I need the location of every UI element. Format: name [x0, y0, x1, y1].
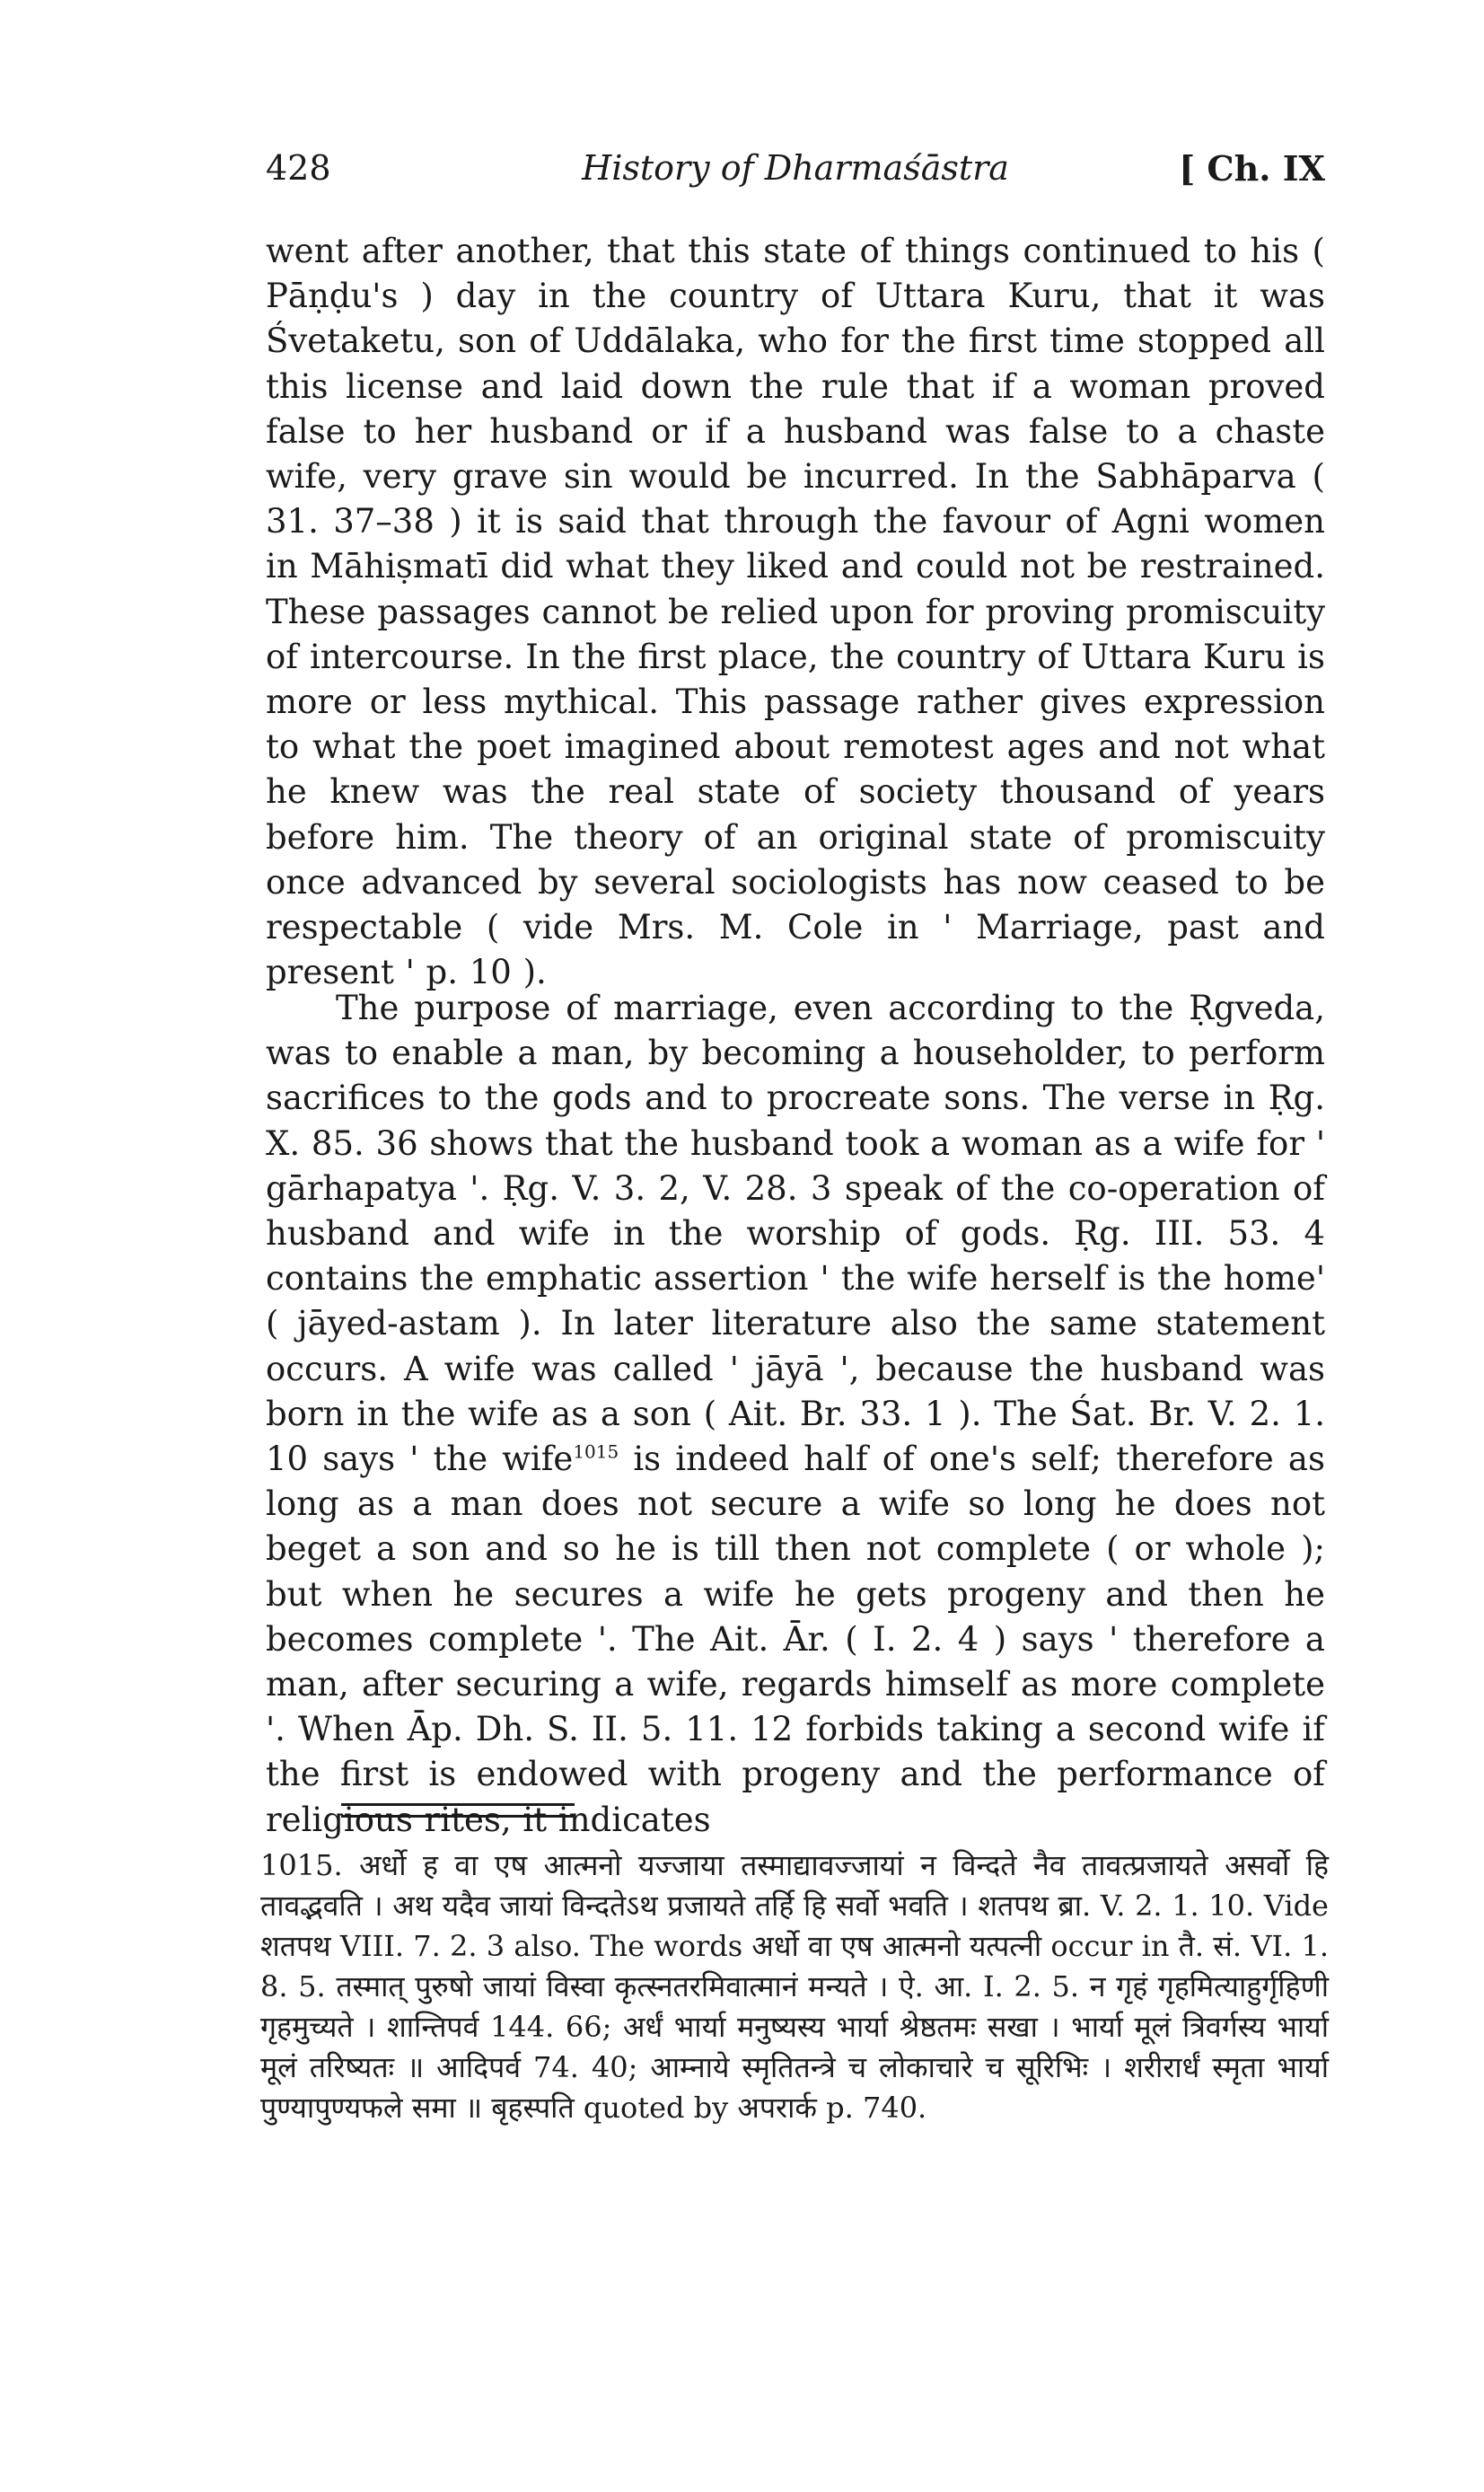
- paragraph-marriage-purpose: [266, 986, 1325, 1843]
- page-number: 428: [266, 148, 331, 188]
- chapter-label: [ Ch. IX: [1179, 148, 1325, 189]
- paragraph-text-before: The purpose of marriage, even according to the Ṛgveda, was to enable a man, by becoming a householder, to perform sacrifices to the gods and to procreate sons. The verse in Ṛg. X. 85. 36 shows that the husband took a woman as a wife for ' gārhapatya '. Ṛg. V. 3. 2, V. 28. 3 speak of the co-operation of husband and wife in the worship of gods. Ṛg. III. 53. 4 contains the emphatic assertion ' the wife herself is the home' ( jāyed-astam ). In later literature also the same statement occurs. A wife was called ' jāyā ', because the husband was born in the wife as a son ( Ait. Br. 33. 1 ). The Śat. Br. V. 2. 1. 10 says ' the wife: [266, 989, 1325, 1479]
- footnote-1015: 1015. अर्धो ह वा एष आत्मनो यज्जाया तस्माद्यावज्जायां न विन्दते नैव तावत्प्रजायते असर्वो हि तावद्भवति । अथ यदैव जायां विन्दतेऽथ प्रजायते तर्हि हि सर्वो भवति । शतपथ ब्रा. V. 2. 1. 10. Vide शतपथ VIII. 7. 2. 3 also. The words अर्धो वा एष आत्मनो यत्पत्नी occur in तै. सं. VI. 1. 8. 5. तस्मात् पुरुषो जायां विस्वा कृत्स्नतरमिवात्मानं मन्यते । ऐ. आ. I. 2. 5. न गृहं गृहमित्याहुर्गृहिणी गृहमुच्यते । शान्तिपर्व 144. 66; अर्धं भार्या मनुष्यस्य भार्या श्रेष्ठतमः सखा । भार्या मूलं त्रिवर्गस्य भार्या मूलं तरिष्यतः ॥ आदिपर्व 74. 40; आम्नाये स्मृतितन्त्रे च लोकाचारे च सूरिभिः । शरीरार्धं स्मृता भार्या पुण्यापुण्यफले समा ॥ बृहस्पति quoted by अपरार्क p. 740.: [260, 1848, 1329, 2125]
- paragraph-text-after: is indeed half of one's self; therefore as long as a man does not secure a wife so long he does not beget a son and so he is till then not complete ( or whole ); but when he secures a wife he gets progeny and then he becomes complete '. The Ait. Ār. ( I. 2. 4 ) says ' therefore a man, after securing a wife, regards himself as more complete '. When Āp. Dh. S. II. 5. 11. 12 forbids taking a second wife if the first is endowed with progeny and the performance of religious rites, it indicates: [266, 1440, 1325, 1839]
- footnote-reference: 1015: [573, 1440, 619, 1463]
- page-header: [266, 148, 1325, 193]
- footnote-divider: [341, 1803, 575, 1806]
- paragraph-continuation: went after another, that this state of things continued to his ( Pāṇḍu's ) day in the country of Uttara Kuru, that it was Śvetaketu, son of Uddālaka, who for the first time stopped all this license and laid down the rule that if a woman proved false to her husband or if a husband was false to a chaste wife, very grave sin would be incurred. In the Sabhāparva ( 31. 37–38 ) it is said that through the favour of Agni women in Māhiṣmatī did what they liked and could not be restrained. These passages cannot be relied upon for proving promiscuity of intercourse. In the first place, the country of Uttara Kuru is more or less mythical. This passage rather gives expression to what the poet imagined about remotest ages and not what he knew was the real state of society thousand of years before him. The theory of an original state of promiscuity once advanced by several sociologists has now ceased to be respectable ( vide Mrs. M. Cole in ' Marriage, past and present ' p. 10 ).: [266, 232, 1325, 992]
- running-title: History of Dharmaśāstra: [582, 148, 1009, 188]
- footnote-divider-thin: [341, 1815, 575, 1818]
